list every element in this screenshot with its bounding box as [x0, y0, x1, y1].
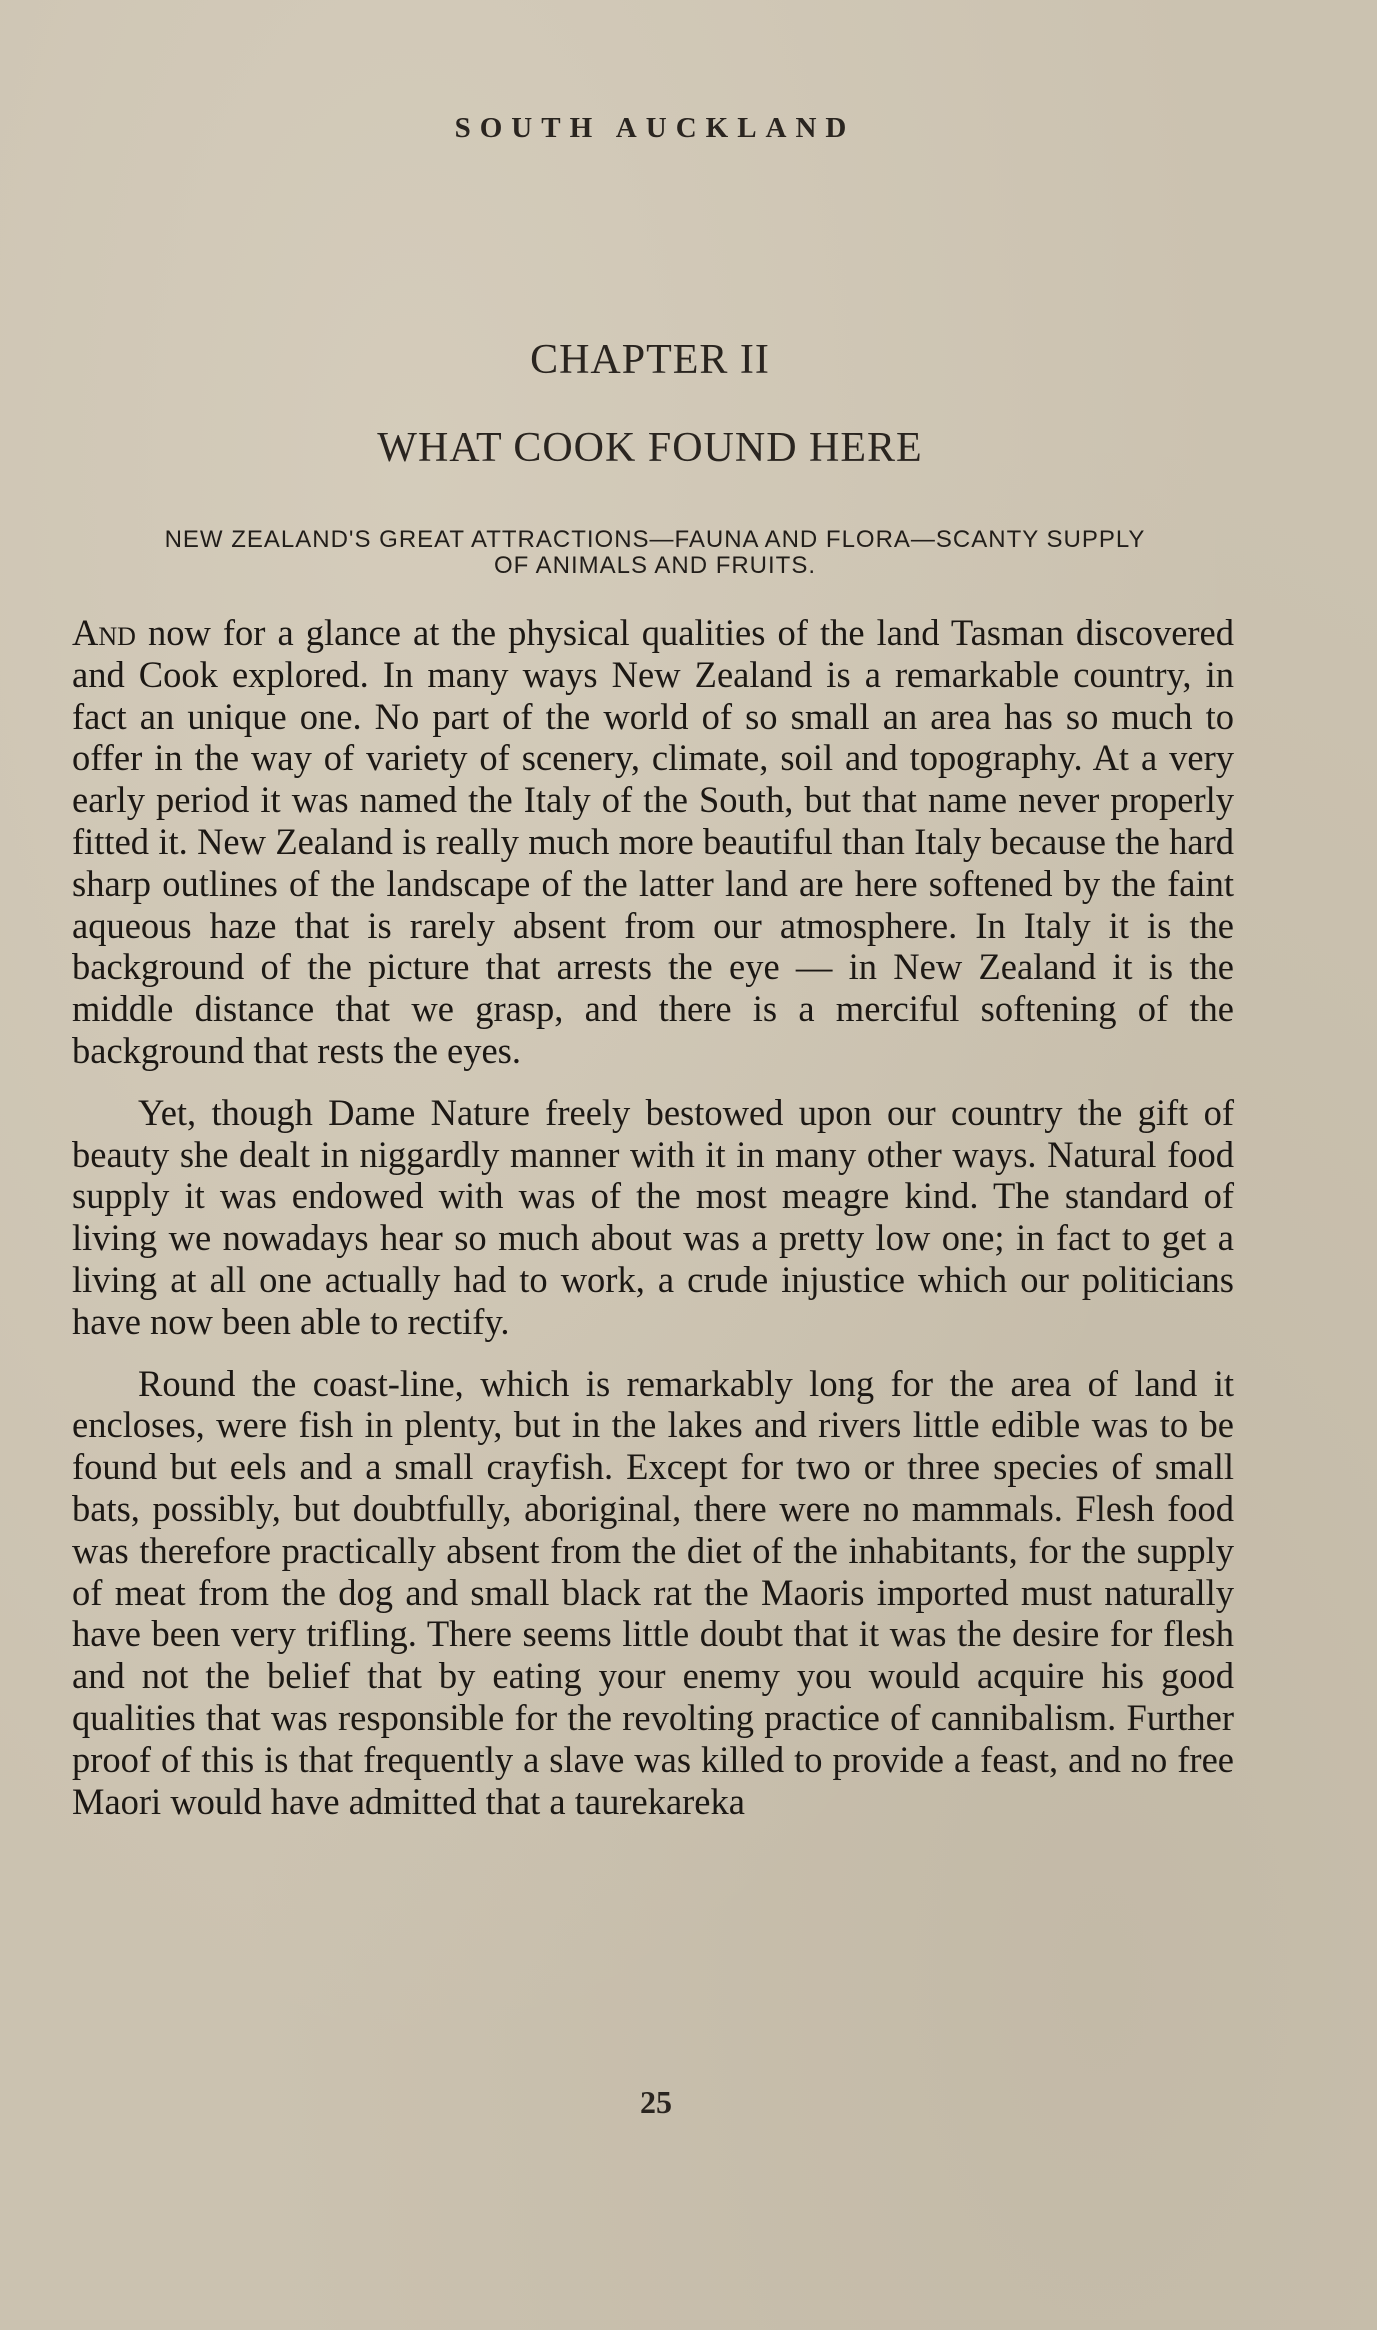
paragraph-1-text: now for a glance at the physical qualities of the land Tasman discovered and Cook explored. In many ways New Zealand is a remarkable country, in fact an unique one. No part of the world of so small an area has so much to offer in the way of variety of scenery, climate, soil and topography. At a very early period it was named the Italy of the South, but that name never properly fitted it. New Zealand is really much more beautiful than Italy because the hard sharp outlines of the landscape of the latter land are here softened by the faint aqueous haze that is rarely absent from our atmosphere. In Italy it is the background of the picture that arrests the eye — in New Zealand it is the middle distance that we grasp, and there is a merciful softening of the background that rests the eyes.	[72, 612, 1234, 1071]
chapter-summary	[72, 527, 1238, 579]
page-number: 25	[640, 2084, 672, 2120]
paragraph-3: Round the coast-line, which is remarkably long for the area of land it encloses, were fish in plenty, but in the lakes and rivers little edible was to be found but eels and a small crayfish. Except for two or three species of small bats, possibly, but doubtfully, aboriginal, there were no mammals. Flesh food was therefore practically absent from the diet of the inhabitants, for the supply of meat from the dog and small black rat the Maoris imported must naturally have been very trifling. There seems little doubt that it was the desire for flesh and not the belief that by eating your enemy you would acquire his good qualities that was responsible for the revolting practice of cannibalism. Further proof of this is that frequently a slave was killed to provide a feast, and no free Maori would have admitted that a taurekareka	[72, 1362, 1234, 1822]
paragraph-1-lead-word: And	[72, 612, 136, 653]
paragraph-1	[72, 612, 1234, 1072]
chapter-summary-line-2: OF ANIMALS AND FRUITS.	[493, 552, 817, 579]
chapter-title: WHAT COOK FOUND HERE	[377, 425, 923, 471]
chapter-number: CHAPTER II	[530, 337, 770, 383]
running-head: SOUTH AUCKLAND	[454, 112, 856, 144]
paragraph-2: Yet, though Dame Nature freely bestowed upon our country the gift of beauty she dealt in niggardly manner with it in many other ways. Natural food supply it was endowed with was of the most meagre kind. The standard of living we nowadays hear so much about was a pretty low one; in fact to get a living at all one actually had to work, a crude injustice which our politicians have now been able to rectify.	[72, 1091, 1234, 1342]
body-text	[72, 612, 1234, 1842]
chapter-summary-line-1: NEW ZEALAND'S GREAT ATTRACTIONS—FAUNA AND FLORA—SCANTY SUPPLY	[164, 526, 1146, 553]
